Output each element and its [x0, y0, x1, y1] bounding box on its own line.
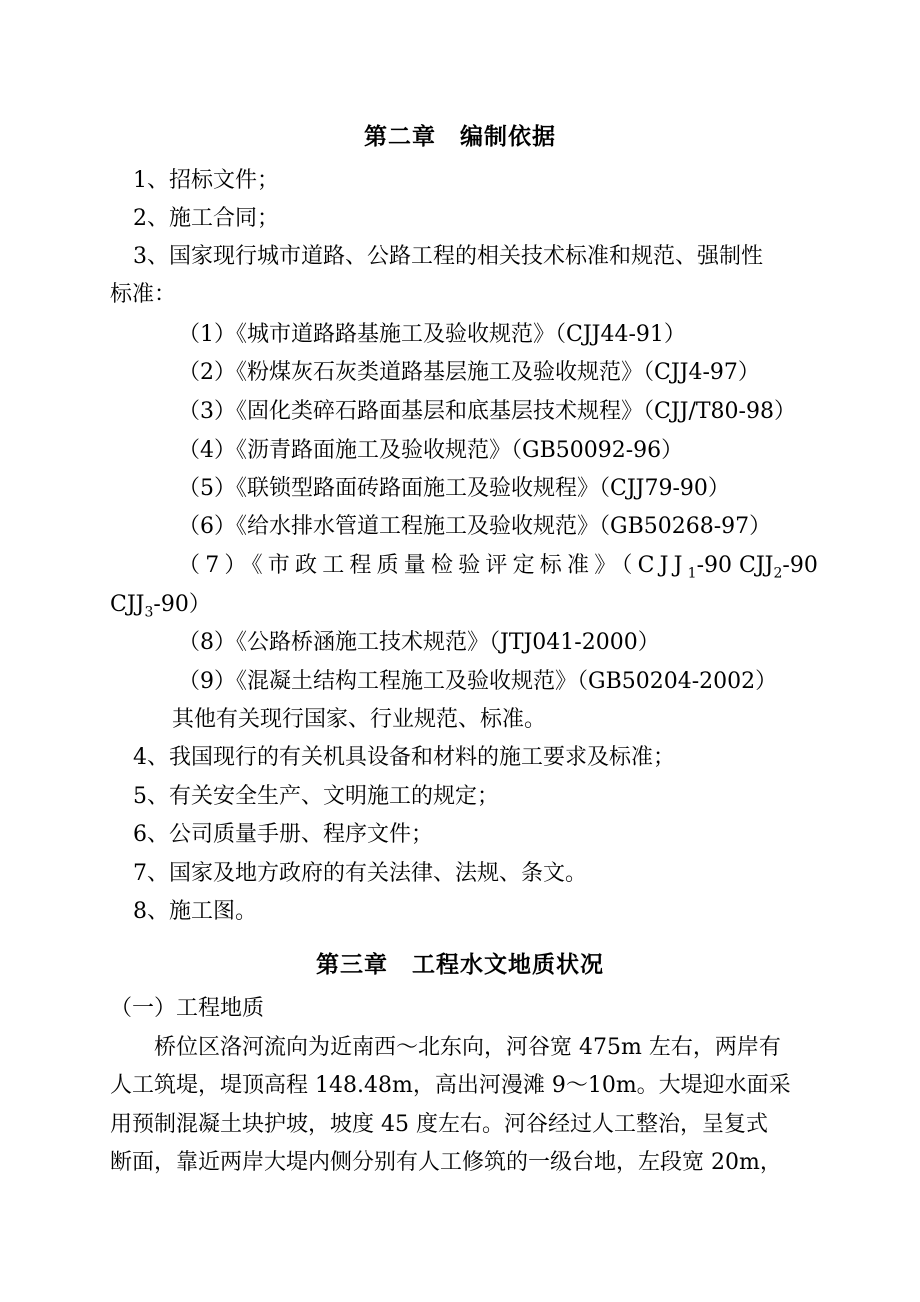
ref7b-prefix: CJJ: [110, 592, 145, 617]
ref7-sub2: 2: [773, 565, 783, 582]
ref7-mid: -90 CJJ: [696, 553, 774, 578]
list-item: 1、招标文件；: [133, 168, 279, 193]
chapter-2-title: 第二章 编制依据: [364, 124, 556, 150]
ref7-end: -90: [782, 553, 818, 578]
list-item: 6、公司质量手册、程序文件；: [133, 822, 433, 847]
reference-item: （2）《粉煤灰石灰类道路基层施工及验收规范》（CJJ4-97）: [178, 360, 760, 385]
ref7-sub1: 1: [687, 565, 697, 582]
chapter-3-title: 第三章 工程水文地质状况: [316, 952, 604, 978]
reference-item: （3）《固化类碎石路面基层和底基层技术规程》（CJJ/T80-98）: [178, 399, 796, 424]
list-item: 8、施工图。: [133, 899, 257, 924]
ref7b-sub: 3: [144, 604, 154, 621]
list-item-continuation: 标准：: [110, 282, 177, 307]
paragraph-line: 用预制混凝土块护坡，坡度 45 度左右。河谷经过人工整治，呈复式: [110, 1112, 768, 1137]
paragraph-line: 断面，靠近两岸大堤内侧分别有人工修筑的一级台地，左段宽 20m，: [110, 1150, 782, 1175]
reference-item: （4）《沥青路面施工及验收规范》（GB50092-96）: [178, 438, 684, 463]
list-item: 4、我国现行的有关机具设备和材料的施工要求及标准；: [133, 745, 675, 770]
ref7-prefix: （7）《市政工程质量检验评定标准》（CJJ: [178, 553, 688, 578]
paragraph-line: 人工筑堤，堤顶高程 148.48m，高出河漫滩 9～10m。大堤迎水面采: [110, 1073, 791, 1098]
list-item: 7、国家及地方政府的有关法律、法规、条文。: [133, 861, 587, 886]
reference-item-7-continuation: [110, 590, 211, 620]
reference-item: （8）《公路桥涵施工技术规范》（JTJ041-2000）: [178, 630, 660, 655]
reference-item-7: [178, 551, 818, 581]
paragraph-line: 桥位区洛河流向为近南西～北东向，河谷宽 475m 左右，两岸有: [132, 1035, 781, 1060]
reference-item: （9）《混凝土结构工程施工及验收规范》（GB50204-2002）: [178, 669, 778, 694]
reference-item: （5）《联锁型路面砖路面施工及验收规程》（CJJ79-90）: [178, 476, 730, 501]
reference-item: （6）《给水排水管道工程施工及验收规范》（GB50268-97）: [178, 514, 772, 539]
section-title: （一）工程地质: [110, 996, 265, 1021]
list-item: 3、国家现行城市道路、公路工程的相关技术标准和规范、强制性: [133, 244, 763, 269]
list-item: 2、施工合同；: [133, 206, 279, 231]
ref7b-end: -90）: [153, 592, 211, 617]
other-standards: 其他有关现行国家、行业规范、标准。: [172, 707, 547, 732]
list-item: 5、有关安全生产、文明施工的规定；: [133, 784, 499, 809]
reference-item: （1）《城市道路路基施工及验收规范》（CJJ44-91）: [178, 322, 686, 347]
